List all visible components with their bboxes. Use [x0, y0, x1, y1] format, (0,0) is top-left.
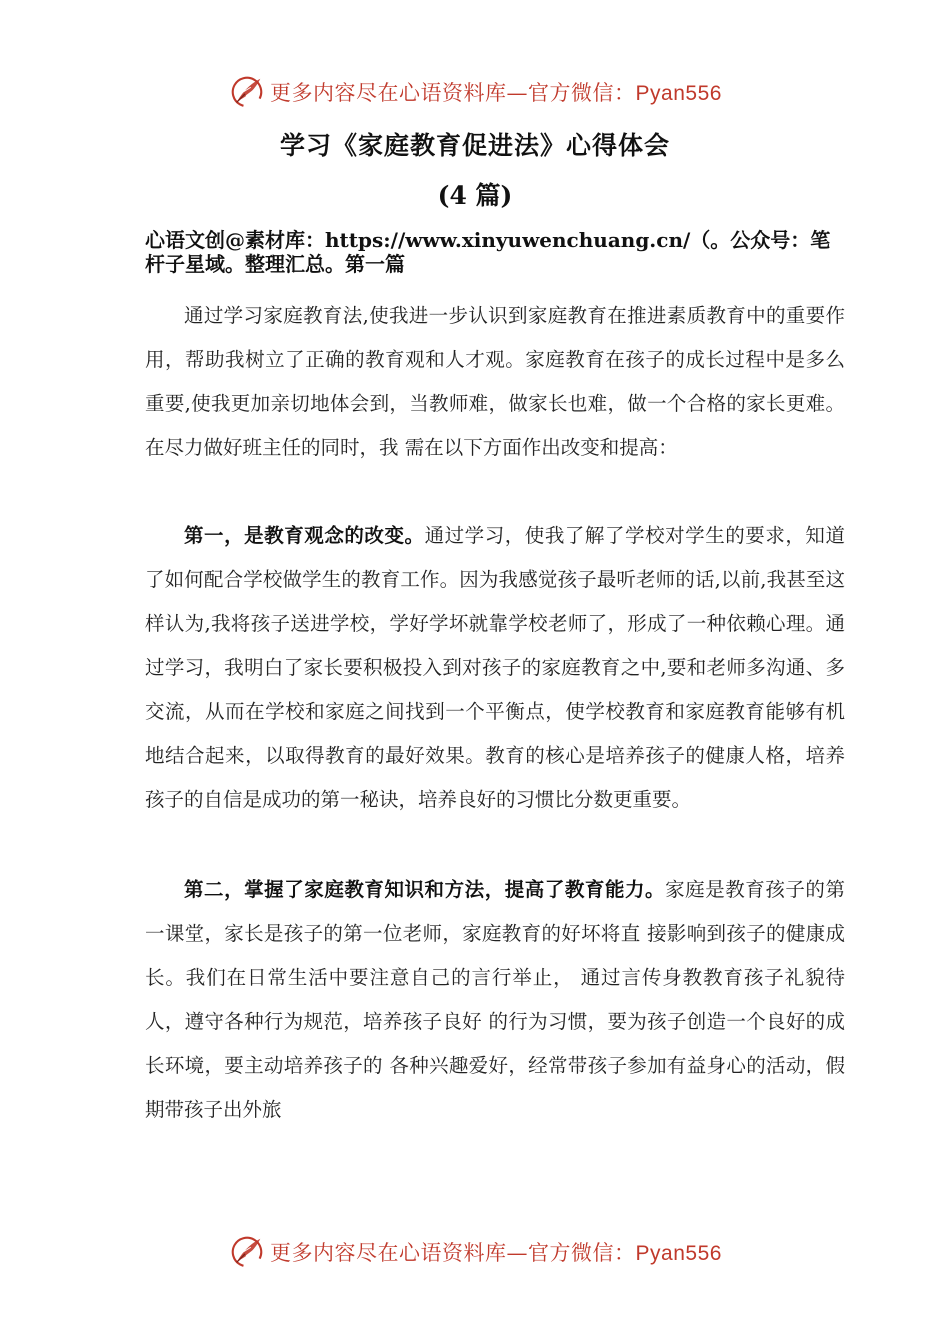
paragraph-first-point-lead: 第一，是教育观念的改变。	[184, 524, 425, 547]
paragraph-second-point-body: 家庭是教育孩子的第一课堂，家长是孩子的第一位老师，家庭教育的好坏将直 接影响到孩子的健康成长。我们在日常生活中要注意自己的言行举止， 通过言传身教教育孩子礼貌待人，遵守各种行为规范，培养孩子良好 的行为习惯，要为孩子创造一个良好的成长环境，要主动培养孩子的 各种兴趣爱好，经常带孩子参加有益身心的活动，假期带孩子出外旅	[145, 878, 845, 1121]
wechat-id: Pyan556	[635, 1242, 722, 1265]
banner-text: 更多内容尽在心语资料库—官方微信：Pyan556	[270, 1241, 722, 1265]
paragraph-second-point-lead: 第二，掌握了家庭教育知识和方法，提高了教育能力。	[184, 878, 666, 901]
banner-text: 更多内容尽在心语资料库—官方微信：Pyan556	[270, 81, 722, 105]
paragraph-first-point-body: 通过学习，使我了解了学校对学生的要求，知道了如何配合学校做学生的教育工作。因为我感觉孩子最听老师的话,以前,我甚至这样认为,我将孩子送进学校，学好学坏就靠学校老师了，形成了一种依赖心理。通过学习，我明白了家长要积极投入到对孩子的家庭教育之中,要和老师多沟通、多交流，从而在学校和家庭之间找到一个平衡点，使学校教育和家庭教育能够有机地结合起来，以取得教育的最好效果。教育的核心是培养孩子的健康人格，培养孩子的自信是成功的第一秘诀，培养良好的习惯比分数更重要。	[145, 524, 845, 811]
feather-pen-logo-icon	[228, 73, 266, 111]
paragraph-intro: 通过学习家庭教育法,使我进一步认识到家庭教育在推进素质教育中的重要作用，帮助我树立了正确的教育观和人才观。家庭教育在孩子的成长过程中是多么重要,使我更加亲切地体会到，当教师难，做家长也难，做一个合格的家长更难。在尽力做好班主任的同时，我 需在以下方面作出改变和提高：	[145, 304, 845, 459]
paragraph-first-point	[145, 514, 845, 822]
source-line: 心语文创@素材库：https://www.xinyuwenchuang.cn/（。公众号：笔杆子星域。整理汇总。第一篇	[145, 228, 831, 276]
wechat-id: Pyan556	[635, 82, 722, 105]
footer-banner	[0, 1230, 950, 1274]
paragraph-second-point	[145, 868, 845, 1132]
feather-pen-logo-icon	[228, 1233, 266, 1271]
header-banner	[0, 70, 950, 114]
document-title: 学习《家庭教育促进法》心得体会	[279, 131, 670, 160]
document-subtitle: (4 篇)	[437, 181, 513, 210]
